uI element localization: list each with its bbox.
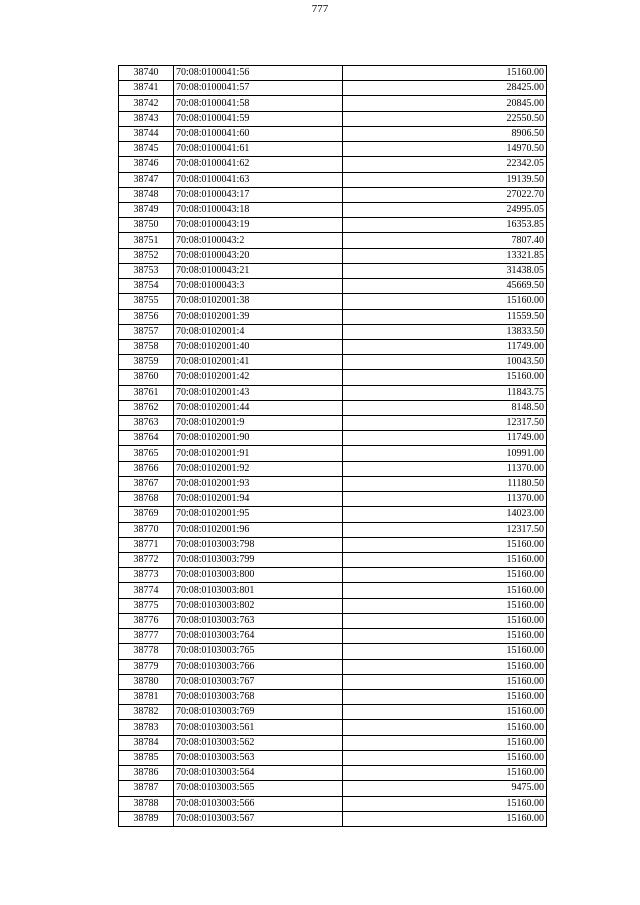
cadastral-number: 70:08:0100043:3 [174, 279, 343, 294]
registry-table [118, 65, 547, 827]
cadastral-number: 70:08:0100043:18 [174, 202, 343, 217]
amount: 9475.00 [343, 781, 547, 796]
table-row [119, 294, 547, 309]
cadastral-number: 70:08:0102001:40 [174, 339, 343, 354]
row-number: 38770 [119, 522, 174, 537]
amount: 14023.00 [343, 507, 547, 522]
table-row [119, 187, 547, 202]
cadastral-number: 70:08:0102001:90 [174, 431, 343, 446]
table-row [119, 796, 547, 811]
amount: 7807.40 [343, 233, 547, 248]
amount: 8148.50 [343, 400, 547, 415]
row-number: 38773 [119, 568, 174, 583]
row-number: 38742 [119, 96, 174, 111]
cadastral-number: 70:08:0102001:94 [174, 492, 343, 507]
table-row [119, 172, 547, 187]
row-number: 38743 [119, 111, 174, 126]
table-row [119, 446, 547, 461]
table-row [119, 370, 547, 385]
cadastral-number: 70:08:0102001:4 [174, 324, 343, 339]
row-number: 38740 [119, 66, 174, 81]
amount: 20845.00 [343, 96, 547, 111]
cadastral-number: 70:08:0102001:93 [174, 476, 343, 491]
cadastral-number: 70:08:0103003:764 [174, 629, 343, 644]
table-row [119, 248, 547, 263]
amount: 15160.00 [343, 583, 547, 598]
cadastral-number: 70:08:0103003:799 [174, 553, 343, 568]
cadastral-number: 70:08:0103003:566 [174, 796, 343, 811]
row-number: 38771 [119, 537, 174, 552]
cadastral-number: 70:08:0100043:21 [174, 263, 343, 278]
cadastral-number: 70:08:0103003:767 [174, 674, 343, 689]
row-number: 38768 [119, 492, 174, 507]
cadastral-number: 70:08:0100041:59 [174, 111, 343, 126]
row-number: 38753 [119, 263, 174, 278]
row-number: 38746 [119, 157, 174, 172]
table-row [119, 142, 547, 157]
amount: 15160.00 [343, 811, 547, 826]
amount: 15160.00 [343, 720, 547, 735]
row-number: 38784 [119, 735, 174, 750]
amount: 19139.50 [343, 172, 547, 187]
cadastral-number: 70:08:0100043:20 [174, 248, 343, 263]
amount: 15160.00 [343, 644, 547, 659]
table-row [119, 689, 547, 704]
row-number: 38786 [119, 766, 174, 781]
table-row [119, 583, 547, 598]
table-row [119, 126, 547, 141]
cadastral-number: 70:08:0103003:564 [174, 766, 343, 781]
cadastral-number: 70:08:0100043:17 [174, 187, 343, 202]
table-row [119, 492, 547, 507]
row-number: 38766 [119, 461, 174, 476]
cadastral-number: 70:08:0103003:802 [174, 598, 343, 613]
table-row [119, 674, 547, 689]
cadastral-number: 70:08:0103003:798 [174, 537, 343, 552]
row-number: 38767 [119, 476, 174, 491]
amount: 28425.00 [343, 81, 547, 96]
table-row [119, 66, 547, 81]
row-number: 38756 [119, 309, 174, 324]
row-number: 38758 [119, 339, 174, 354]
cadastral-number: 70:08:0100041:62 [174, 157, 343, 172]
amount: 11370.00 [343, 461, 547, 476]
cadastral-number: 70:08:0102001:41 [174, 355, 343, 370]
row-number: 38755 [119, 294, 174, 309]
table-row [119, 416, 547, 431]
row-number: 38749 [119, 202, 174, 217]
amount: 27022.70 [343, 187, 547, 202]
cadastral-number: 70:08:0103003:801 [174, 583, 343, 598]
cadastral-number: 70:08:0102001:95 [174, 507, 343, 522]
amount: 11749.00 [343, 339, 547, 354]
row-number: 38775 [119, 598, 174, 613]
cadastral-number: 70:08:0102001:39 [174, 309, 343, 324]
row-number: 38772 [119, 553, 174, 568]
amount: 15160.00 [343, 750, 547, 765]
row-number: 38764 [119, 431, 174, 446]
cadastral-number: 70:08:0102001:96 [174, 522, 343, 537]
amount: 15160.00 [343, 598, 547, 613]
cadastral-number: 70:08:0102001:91 [174, 446, 343, 461]
table-row [119, 355, 547, 370]
cadastral-number: 70:08:0102001:38 [174, 294, 343, 309]
amount: 10991.00 [343, 446, 547, 461]
row-number: 38789 [119, 811, 174, 826]
amount: 15160.00 [343, 796, 547, 811]
row-number: 38747 [119, 172, 174, 187]
table-row [119, 461, 547, 476]
table-row [119, 720, 547, 735]
row-number: 38745 [119, 142, 174, 157]
amount: 12317.50 [343, 522, 547, 537]
registry-table-body [119, 66, 547, 827]
row-number: 38761 [119, 385, 174, 400]
row-number: 38750 [119, 218, 174, 233]
table-row [119, 629, 547, 644]
cadastral-number: 70:08:0100043:19 [174, 218, 343, 233]
amount: 13321.85 [343, 248, 547, 263]
amount: 10043.50 [343, 355, 547, 370]
table-row [119, 522, 547, 537]
cadastral-number: 70:08:0102001:42 [174, 370, 343, 385]
table-row [119, 811, 547, 826]
row-number: 38776 [119, 613, 174, 628]
amount: 15160.00 [343, 553, 547, 568]
row-number: 38785 [119, 750, 174, 765]
cadastral-number: 70:08:0100041:63 [174, 172, 343, 187]
row-number: 38763 [119, 416, 174, 431]
row-number: 38781 [119, 689, 174, 704]
table-row [119, 644, 547, 659]
row-number: 38762 [119, 400, 174, 415]
amount: 12317.50 [343, 416, 547, 431]
table-row [119, 157, 547, 172]
cadastral-number: 70:08:0103003:768 [174, 689, 343, 704]
amount: 11749.00 [343, 431, 547, 446]
cadastral-number: 70:08:0103003:769 [174, 705, 343, 720]
cadastral-number: 70:08:0100041:61 [174, 142, 343, 157]
amount: 15160.00 [343, 294, 547, 309]
row-number: 38752 [119, 248, 174, 263]
table-row [119, 111, 547, 126]
table-row [119, 279, 547, 294]
cadastral-number: 70:08:0102001:9 [174, 416, 343, 431]
table-row [119, 537, 547, 552]
row-number: 38759 [119, 355, 174, 370]
row-number: 38778 [119, 644, 174, 659]
amount: 11559.50 [343, 309, 547, 324]
cadastral-number: 70:08:0102001:44 [174, 400, 343, 415]
table-row [119, 659, 547, 674]
row-number: 38769 [119, 507, 174, 522]
cadastral-number: 70:08:0100041:58 [174, 96, 343, 111]
row-number: 38751 [119, 233, 174, 248]
amount: 15160.00 [343, 568, 547, 583]
amount: 15160.00 [343, 613, 547, 628]
amount: 13833.50 [343, 324, 547, 339]
cadastral-number: 70:08:0103003:565 [174, 781, 343, 796]
table-row [119, 750, 547, 765]
cadastral-number: 70:08:0103003:766 [174, 659, 343, 674]
page-number: 777 [311, 3, 329, 15]
cadastral-number: 70:08:0103003:563 [174, 750, 343, 765]
cadastral-number: 70:08:0103003:562 [174, 735, 343, 750]
row-number: 38748 [119, 187, 174, 202]
amount: 16353.85 [343, 218, 547, 233]
table-row [119, 81, 547, 96]
table-row [119, 766, 547, 781]
table-row [119, 507, 547, 522]
cadastral-number: 70:08:0100041:56 [174, 66, 343, 81]
cadastral-number: 70:08:0103003:765 [174, 644, 343, 659]
amount: 22342.05 [343, 157, 547, 172]
amount: 15160.00 [343, 370, 547, 385]
amount: 15160.00 [343, 674, 547, 689]
table-row [119, 309, 547, 324]
amount: 24995.05 [343, 202, 547, 217]
table-row [119, 781, 547, 796]
row-number: 38779 [119, 659, 174, 674]
amount: 15160.00 [343, 629, 547, 644]
row-number: 38783 [119, 720, 174, 735]
table-row [119, 96, 547, 111]
table-row [119, 202, 547, 217]
cadastral-number: 70:08:0100041:60 [174, 126, 343, 141]
table-row [119, 385, 547, 400]
amount: 15160.00 [343, 735, 547, 750]
amount: 14970.50 [343, 142, 547, 157]
amount: 45669.50 [343, 279, 547, 294]
amount: 11370.00 [343, 492, 547, 507]
amount: 11843.75 [343, 385, 547, 400]
cadastral-number: 70:08:0100041:57 [174, 81, 343, 96]
table-row [119, 263, 547, 278]
amount: 8906.50 [343, 126, 547, 141]
row-number: 38780 [119, 674, 174, 689]
table-row [119, 431, 547, 446]
amount: 15160.00 [343, 537, 547, 552]
cadastral-number: 70:08:0103003:800 [174, 568, 343, 583]
table-row [119, 400, 547, 415]
row-number: 38782 [119, 705, 174, 720]
row-number: 38754 [119, 279, 174, 294]
amount: 31438.05 [343, 263, 547, 278]
amount: 15160.00 [343, 66, 547, 81]
row-number: 38741 [119, 81, 174, 96]
cadastral-number: 70:08:0102001:43 [174, 385, 343, 400]
table-row [119, 705, 547, 720]
row-number: 38757 [119, 324, 174, 339]
amount: 15160.00 [343, 689, 547, 704]
table-row [119, 598, 547, 613]
row-number: 38777 [119, 629, 174, 644]
table-row [119, 735, 547, 750]
table-row [119, 233, 547, 248]
table-row [119, 553, 547, 568]
table-row [119, 568, 547, 583]
row-number: 38774 [119, 583, 174, 598]
table-row [119, 476, 547, 491]
table-row [119, 218, 547, 233]
table-row [119, 324, 547, 339]
amount: 22550.50 [343, 111, 547, 126]
amount: 15160.00 [343, 705, 547, 720]
row-number: 38788 [119, 796, 174, 811]
cadastral-number: 70:08:0103003:561 [174, 720, 343, 735]
cadastral-number: 70:08:0102001:92 [174, 461, 343, 476]
cadastral-number: 70:08:0103003:763 [174, 613, 343, 628]
cadastral-number: 70:08:0103003:567 [174, 811, 343, 826]
amount: 11180.50 [343, 476, 547, 491]
row-number: 38760 [119, 370, 174, 385]
table-row [119, 339, 547, 354]
row-number: 38744 [119, 126, 174, 141]
amount: 15160.00 [343, 659, 547, 674]
cadastral-number: 70:08:0100043:2 [174, 233, 343, 248]
table-row [119, 613, 547, 628]
row-number: 38765 [119, 446, 174, 461]
row-number: 38787 [119, 781, 174, 796]
amount: 15160.00 [343, 766, 547, 781]
